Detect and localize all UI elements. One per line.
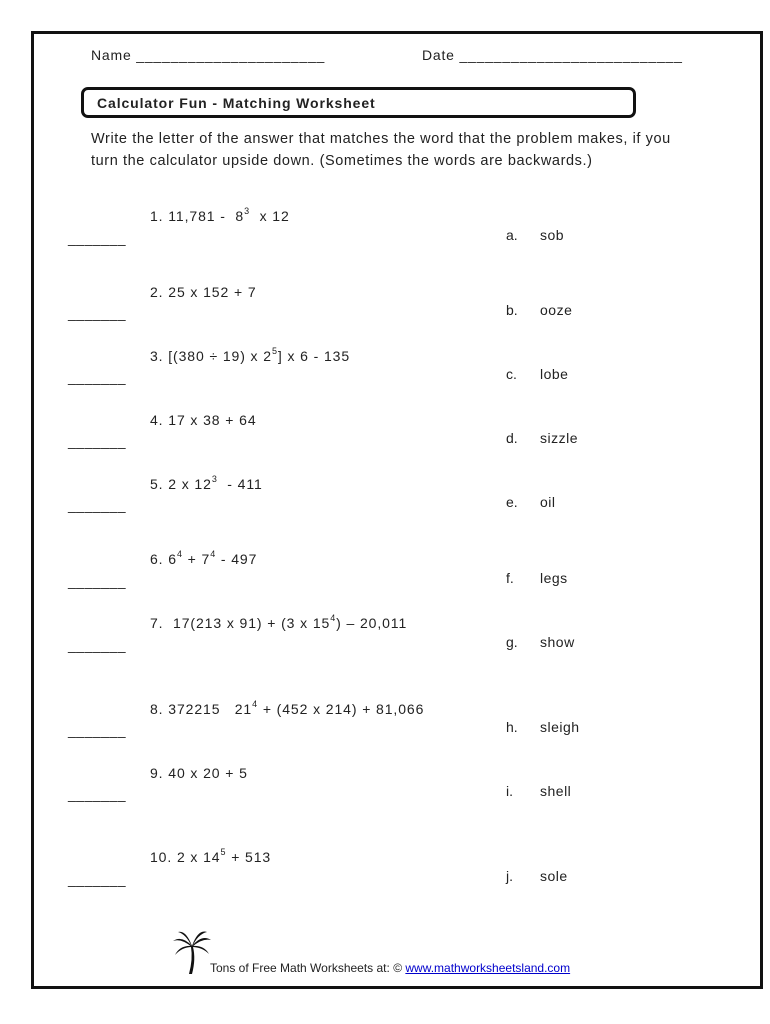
name-field-label: Name ______________________ — [91, 47, 326, 63]
choice-letter-d: d. — [506, 430, 518, 446]
answer-blank-9[interactable]: _______ — [68, 786, 127, 802]
answer-blank-10[interactable]: _______ — [68, 871, 127, 887]
footer-credit — [210, 961, 570, 975]
problem-9: 9. 40 x 20 + 5 — [150, 765, 248, 781]
choice-word-f: legs — [540, 570, 568, 586]
problem-5: 5. 2 x $12^3 - 411$ — [150, 474, 263, 492]
date-field-label: Date __________________________ — [422, 47, 683, 63]
instructions-text: Write the letter of the answer that matches the word that the problem makes, if you turn the calculator upside down. (Sometimes the words are backwards.) — [91, 131, 671, 169]
title-box — [81, 87, 636, 118]
problem-2: 2. 25 x 152 + 7 — [150, 284, 257, 300]
problem-3: 3. [(380 ÷ 19) x $2^5$] x 6 - 135 — [150, 346, 351, 364]
problem-7: 7. 17(213 x 91) + (3 x $15^4) - 20,011$ — [150, 613, 408, 631]
answer-blank-1[interactable]: _______ — [68, 230, 127, 246]
answer-blank-7[interactable]: _______ — [68, 637, 127, 653]
choice-letter-e: e. — [506, 494, 518, 510]
answer-blank-3[interactable]: _______ — [68, 369, 127, 385]
problem-6: 6. $6^4 + 7^4 - 497$ — [150, 549, 258, 567]
choice-word-h: sleigh — [540, 719, 580, 735]
choice-letter-i: i. — [506, 783, 513, 799]
choice-letter-f: f. — [506, 570, 514, 586]
palm-tree-icon — [172, 929, 212, 975]
choice-letter-g: g. — [506, 634, 518, 650]
choice-letter-j: j. — [506, 868, 513, 884]
choice-word-b: ooze — [540, 302, 573, 318]
choice-word-c: lobe — [540, 366, 569, 382]
choice-word-d: sizzle — [540, 430, 579, 446]
footer-text: Tons of Free Math Worksheets at: © — [210, 961, 406, 975]
problem-4: 4. 17 x 38 + 64 — [150, 412, 257, 428]
choice-word-i: shell — [540, 783, 572, 799]
answer-blank-8[interactable]: _______ — [68, 722, 127, 738]
choice-word-g: show — [540, 634, 575, 650]
worksheet-title: Calculator Fun - Matching Worksheet — [97, 95, 376, 111]
choice-word-a: sob — [540, 227, 565, 243]
choice-word-j: sole — [540, 868, 568, 884]
choice-letter-c: c. — [506, 366, 517, 382]
choice-letter-b: b. — [506, 302, 518, 318]
problem-1: 1. $11,781 - 8^3$ x 12 — [150, 206, 290, 224]
choice-letter-h: h. — [506, 719, 518, 735]
choice-word-e: oil — [540, 494, 556, 510]
worksheet-frame — [31, 31, 763, 989]
choice-letter-a: a. — [506, 227, 518, 243]
problem-8: 8. 372215 $21^4 + (452$ x 214) + 81,066 — [150, 699, 425, 717]
problem-10: 10. 2 x $14^5 + 513$ — [150, 847, 272, 865]
answer-blank-5[interactable]: _______ — [68, 497, 127, 513]
footer-link[interactable]: www.mathworksheetsland.com — [405, 961, 571, 975]
answer-blank-4[interactable]: _______ — [68, 433, 127, 449]
answer-blank-2[interactable]: _______ — [68, 305, 127, 321]
answer-blank-6[interactable]: _______ — [68, 573, 127, 589]
